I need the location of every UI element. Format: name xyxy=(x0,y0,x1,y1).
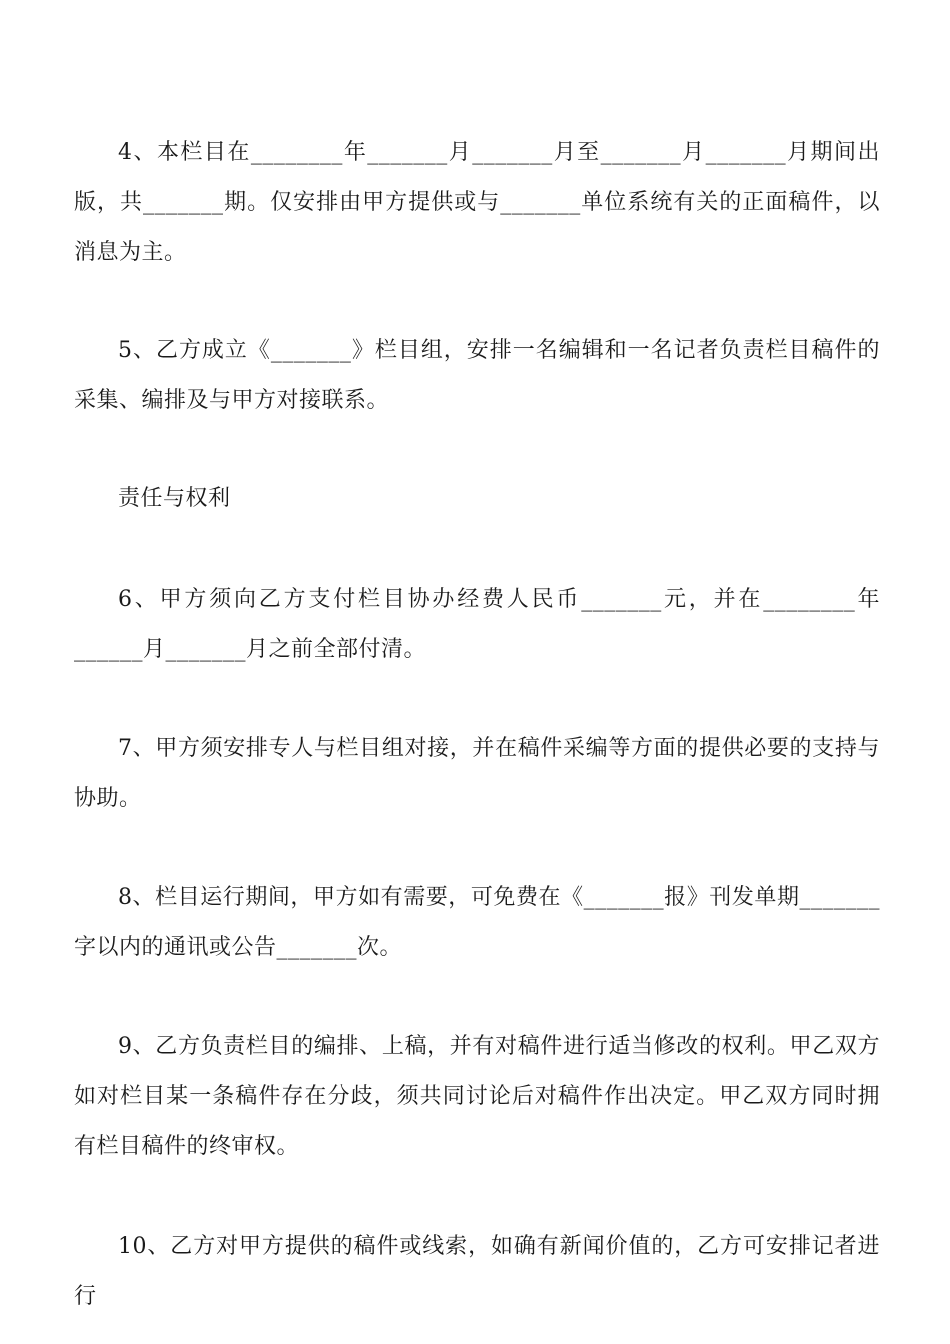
clause-7: 7、甲方须安排专人与栏目组对接，并在稿件采编等方面的提供必要的支持与协助。 xyxy=(74,736,880,811)
section-heading: 责任与权利 xyxy=(118,486,231,511)
clause-5: 5、乙方成立《_______》栏目组，安排一名编辑和一名记者负责栏目稿件的采集、编排及与甲方对接联系。 xyxy=(74,338,880,413)
clause-4: 4、本栏目在________年_______月_______月至_______月_______月期间出版，共_______期。仅安排由甲方提供或与_______单位系统有关的正面稿件，以消息为主。 xyxy=(74,140,880,265)
clause-6: 6、甲方须向乙方支付栏目协办经费人民币_______元，并在________年______月_______月之前全部付清。 xyxy=(74,587,880,662)
clause-8: 8、栏目运行期间，甲方如有需要，可免费在《_______报》刊发单期_______字以内的通讯或公告_______次。 xyxy=(74,885,880,960)
clause-9: 9、乙方负责栏目的编排、上稿，并有对稿件进行适当修改的权利。甲乙双方如对栏目某一条稿件存在分歧，须共同讨论后对稿件作出决定。甲乙双方同时拥有栏目稿件的终审权。 xyxy=(74,1034,880,1159)
clause-10: 10、乙方对甲方提供的稿件或线索，如确有新闻价值的，乙方可安排记者进行 xyxy=(74,1234,880,1309)
